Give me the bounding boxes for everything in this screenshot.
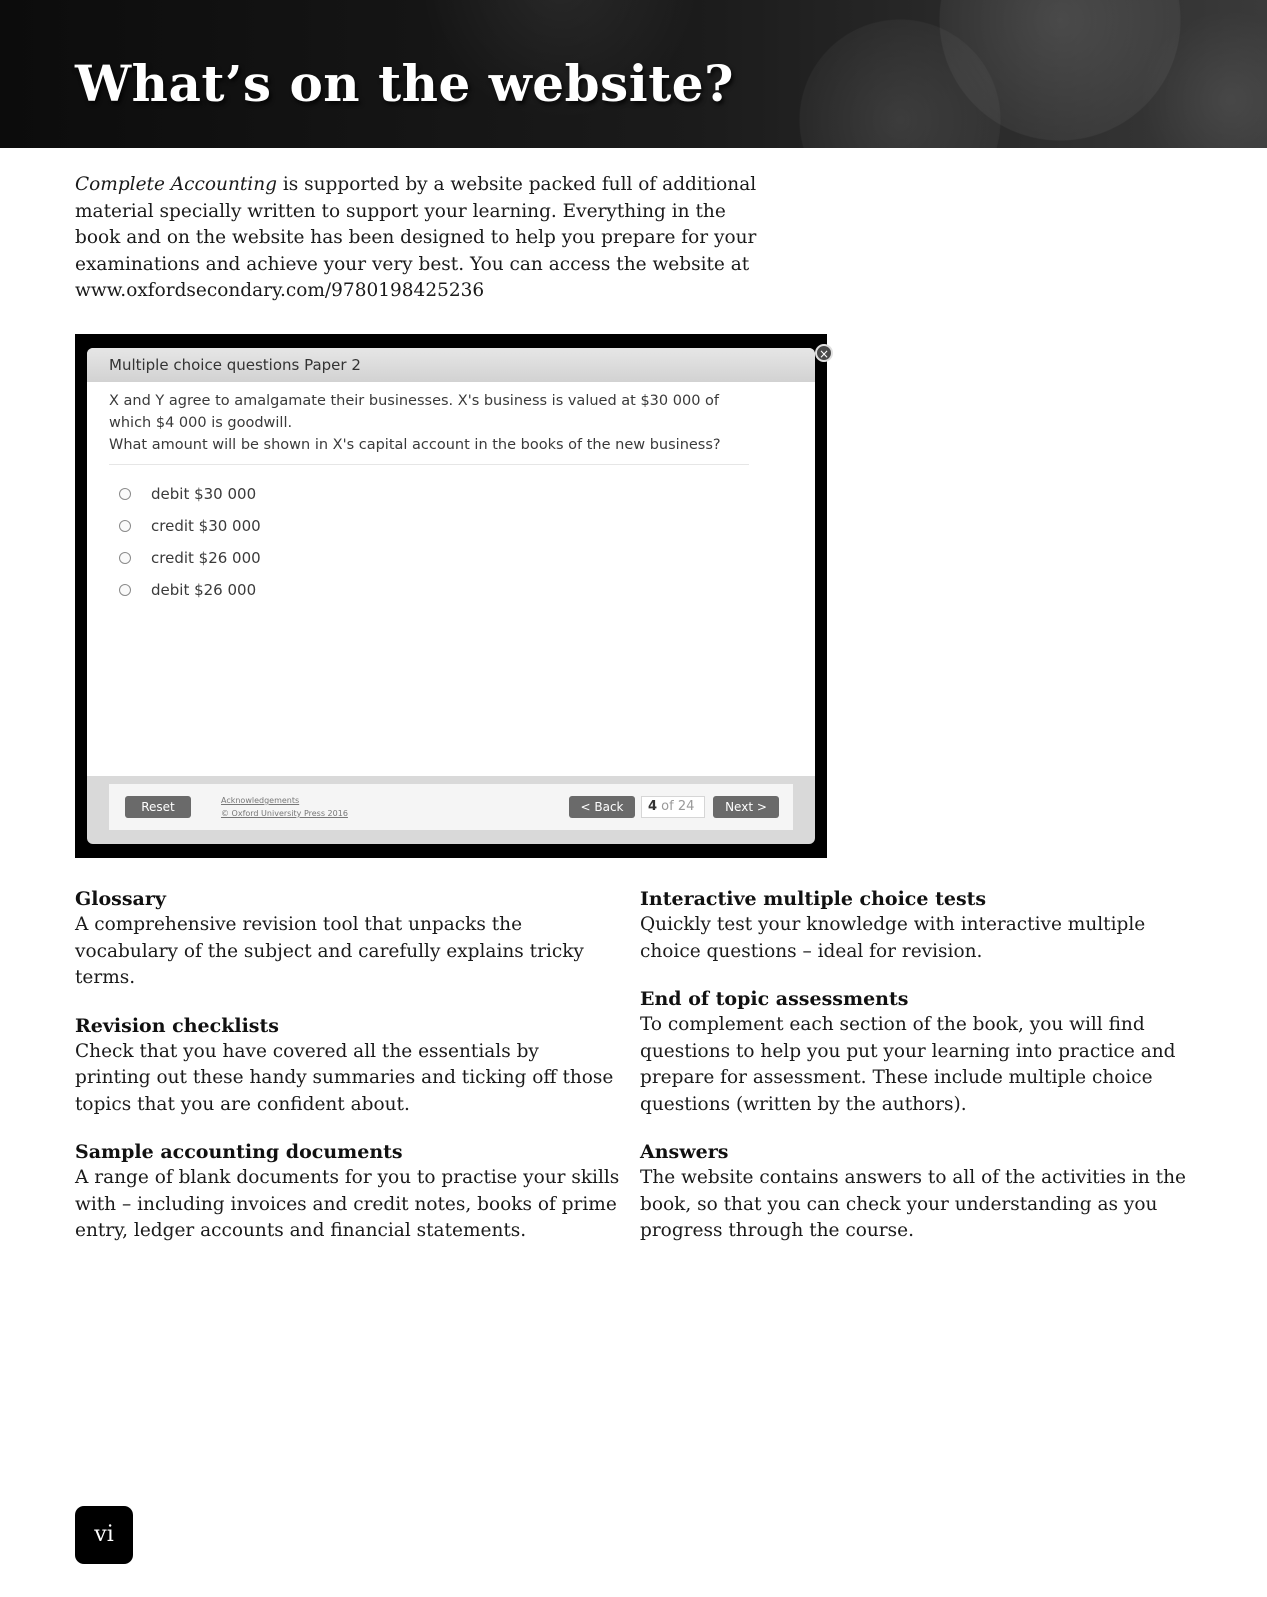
question-text bbox=[109, 390, 779, 456]
next-button[interactable]: Next > bbox=[713, 796, 779, 818]
section-topic-assessments bbox=[640, 987, 1200, 1118]
reset-button[interactable]: Reset bbox=[125, 796, 191, 818]
section-answers bbox=[640, 1140, 1200, 1245]
dialog-title: Multiple choice questions Paper 2 bbox=[87, 348, 815, 382]
section-body: Check that you have covered all the essentials by printing out these handy summaries and ticking off those topics that you are confident about. bbox=[75, 1040, 614, 1115]
section-heading: Sample accounting documents bbox=[75, 1141, 403, 1163]
left-column bbox=[75, 887, 620, 1267]
page-title: What’s on the website? bbox=[75, 54, 734, 113]
website-screenshot bbox=[75, 334, 830, 858]
option-label: credit $26 000 bbox=[151, 549, 261, 567]
copyright-link[interactable]: © Oxford University Press 2016 bbox=[221, 809, 348, 818]
book-title: Complete Accounting bbox=[75, 174, 277, 195]
radio-button[interactable] bbox=[119, 520, 131, 532]
dialog-footer bbox=[109, 784, 793, 830]
option-label: debit $30 000 bbox=[151, 485, 257, 503]
question-line: X and Y agree to amalgamate their businesses. X's business is valued at $30 000 of bbox=[109, 393, 719, 409]
dialog-body bbox=[87, 382, 815, 776]
section-mcq-tests bbox=[640, 887, 1200, 965]
section-body: To complement each section of the book, you will find questions to help you put your learning into practice and prepare for assessment. These include multiple choice questions (written by the authors). bbox=[640, 1014, 1176, 1115]
current-page: 4 bbox=[648, 799, 658, 814]
section-body: The website contains answers to all of the activities in the book, so that you can check your understanding as you progress through the course. bbox=[640, 1167, 1186, 1241]
header-banner bbox=[0, 0, 1267, 148]
section-body: Quickly test your knowledge with interactive multiple choice questions – ideal for revision. bbox=[640, 914, 1146, 962]
section-heading: Interactive multiple choice tests bbox=[640, 888, 987, 910]
section-heading: End of topic assessments bbox=[640, 988, 909, 1010]
acknowledgements-link[interactable]: Acknowledgements bbox=[221, 796, 300, 805]
section-glossary bbox=[75, 887, 620, 992]
back-button[interactable]: < Back bbox=[569, 796, 635, 818]
section-heading: Revision checklists bbox=[75, 1014, 279, 1037]
intro-paragraph bbox=[75, 172, 775, 305]
page-total: of 24 bbox=[657, 799, 695, 814]
page-number: vi bbox=[75, 1506, 133, 1564]
radio-button[interactable] bbox=[119, 584, 131, 596]
question-divider bbox=[109, 464, 749, 465]
option-label: credit $30 000 bbox=[151, 517, 261, 535]
question-line: which $4 000 is goodwill. bbox=[109, 415, 293, 431]
close-icon[interactable]: × bbox=[815, 344, 833, 362]
intro-text: is supported by a website packed full of additional material specially written to support your learning. Everything in the book and on the website has been designed to help you prepare for your examinations and achieve your very best. You can access the website at www.oxfordsecondary.com/9780198425236 bbox=[75, 174, 757, 301]
section-heading: Glossary bbox=[75, 888, 166, 910]
section-body: A comprehensive revision tool that unpacks the vocabulary of the subject and carefully explains tricky terms. bbox=[75, 914, 584, 988]
mcq-dialog bbox=[87, 347, 830, 844]
section-heading: Answers bbox=[640, 1141, 729, 1163]
section-body: A range of blank documents for you to practise your skills with – including invoices and credit notes, books of prime entry, ledger accounts and financial statements. bbox=[75, 1167, 620, 1241]
radio-button[interactable] bbox=[119, 552, 131, 564]
question-line: What amount will be shown in X's capital account in the books of the new business? bbox=[109, 437, 721, 453]
footer-links bbox=[221, 794, 348, 820]
radio-button[interactable] bbox=[119, 488, 131, 500]
page-indicator bbox=[641, 796, 705, 818]
section-revision-checklists bbox=[75, 1014, 620, 1119]
right-column bbox=[640, 887, 1200, 1267]
option-label: debit $26 000 bbox=[151, 581, 257, 599]
section-sample-documents bbox=[75, 1140, 620, 1245]
